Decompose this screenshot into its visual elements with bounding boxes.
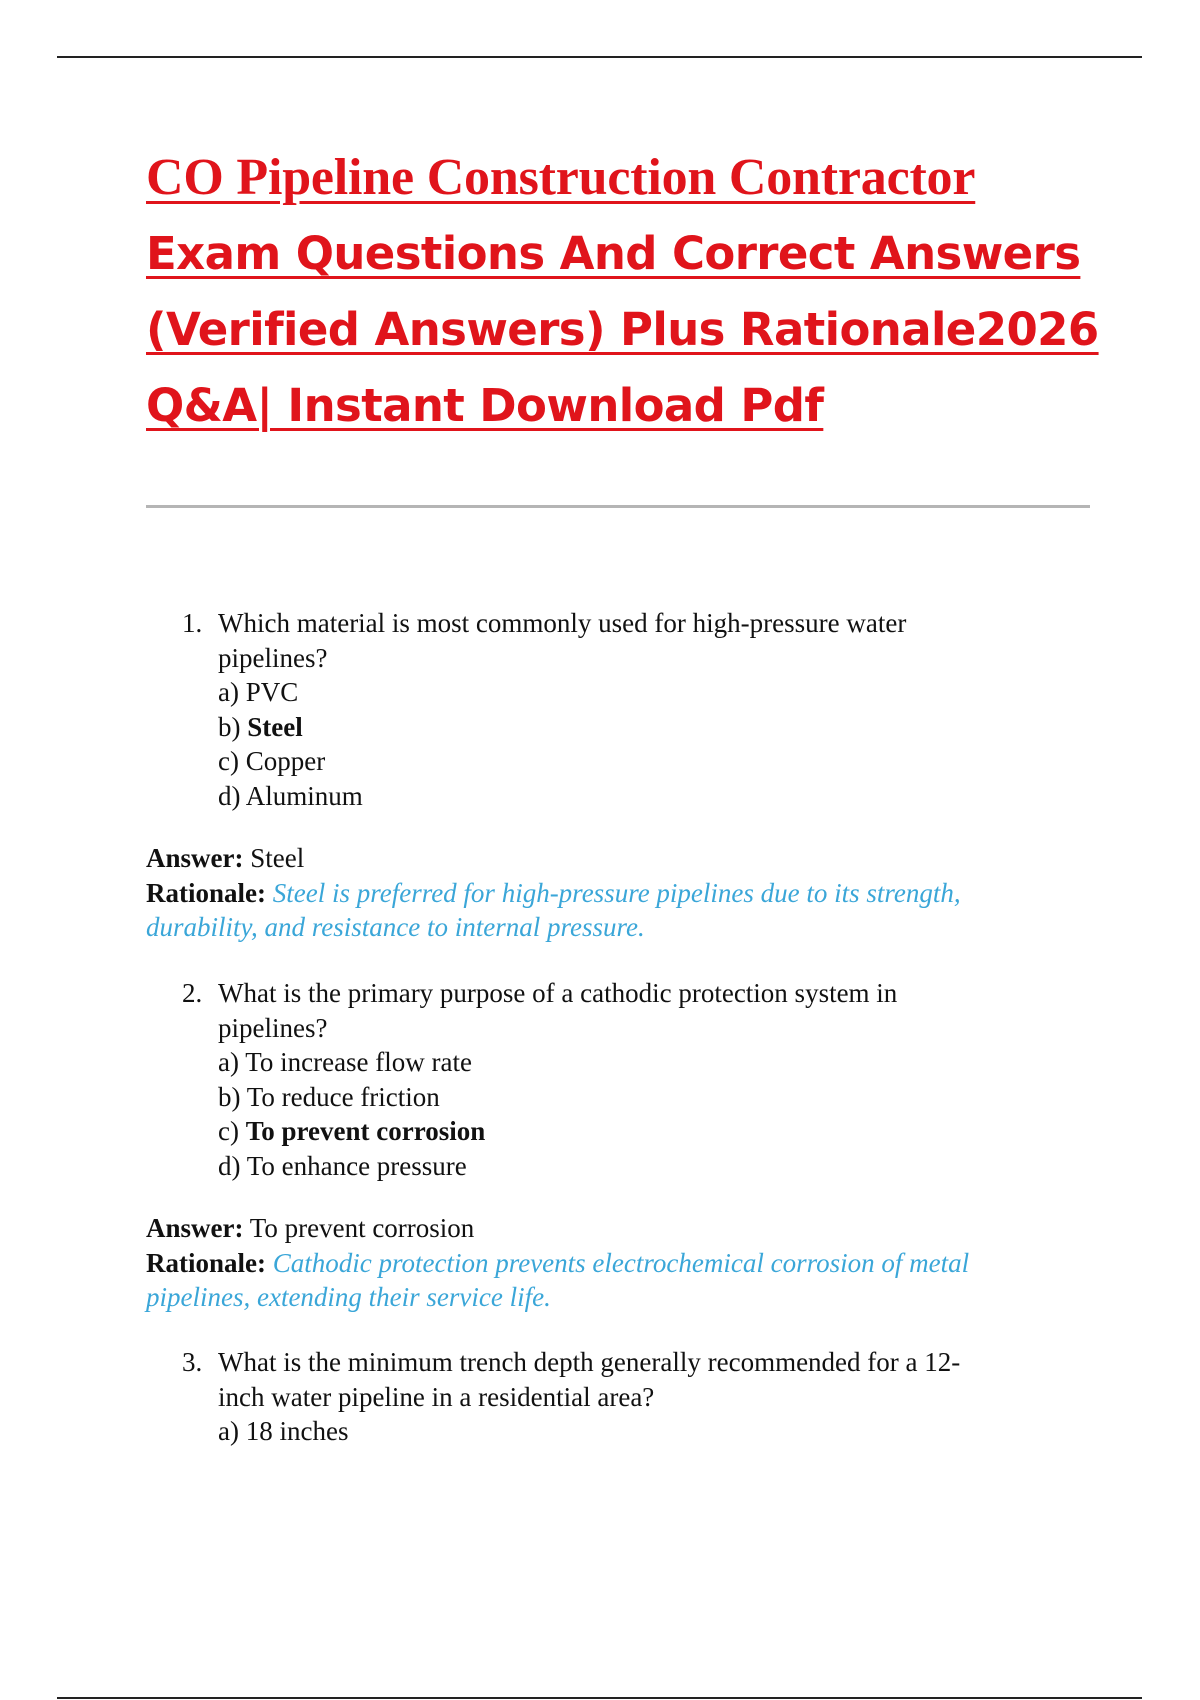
question-3-text-line-2: inch water pipeline in a residential area? bbox=[218, 1381, 655, 1412]
question-3 bbox=[146, 1345, 1096, 1449]
option-text: Aluminum bbox=[245, 780, 363, 811]
answer-text: To prevent corrosion bbox=[249, 1213, 475, 1243]
option-letter: b) bbox=[218, 711, 241, 742]
title-line-2: Exam Questions And Correct Answers bbox=[146, 227, 1081, 280]
option-letter: d) bbox=[218, 780, 241, 811]
question-3-number: 3. bbox=[182, 1347, 203, 1377]
question-1-answer bbox=[146, 841, 1096, 876]
question-2-option-d bbox=[218, 1149, 1096, 1184]
question-1-number: 1. bbox=[182, 608, 203, 638]
option-letter: c) bbox=[218, 1116, 239, 1146]
question-2-option-a bbox=[218, 1045, 1096, 1080]
rationale-text-line-2: pipelines, extending their service life. bbox=[146, 1282, 551, 1312]
question-2-number: 2. bbox=[182, 978, 203, 1008]
answer-label: Answer: bbox=[146, 843, 244, 873]
option-letter: d) bbox=[218, 1150, 241, 1181]
title-line-4: Q&A| Instant Download Pdf bbox=[146, 379, 824, 432]
question-2-answer bbox=[146, 1211, 1096, 1246]
question-1-option-c bbox=[218, 744, 1096, 779]
document-title bbox=[146, 140, 1106, 444]
question-2-option-c bbox=[218, 1114, 1096, 1149]
answer-text: Steel bbox=[250, 843, 305, 873]
question-1-rationale bbox=[146, 876, 1096, 911]
option-text: PVC bbox=[245, 677, 299, 707]
option-letter: a) bbox=[218, 1047, 239, 1077]
option-text: 18 inches bbox=[245, 1416, 349, 1446]
question-1-option-d bbox=[218, 779, 1096, 814]
option-text: To increase flow rate bbox=[245, 1047, 472, 1077]
question-1-answer-block bbox=[146, 841, 1096, 945]
question-1-text-line-2: pipelines? bbox=[218, 642, 328, 673]
question-2-text-line-1: What is the primary purpose of a cathodic protection system in bbox=[218, 978, 898, 1008]
question-1-option-a bbox=[218, 675, 1096, 710]
option-text-correct: To prevent corrosion bbox=[245, 1116, 486, 1146]
rationale-label: Rationale: bbox=[146, 877, 266, 908]
question-2-rationale bbox=[146, 1246, 1096, 1281]
question-2-text-line-2: pipelines? bbox=[218, 1012, 328, 1043]
question-1-text-line-1: Which material is most commonly used for high-pressure water bbox=[218, 608, 907, 638]
rationale-text-line-2: durability, and resistance to internal pressure. bbox=[146, 912, 645, 942]
question-1 bbox=[146, 606, 1096, 813]
option-letter: a) bbox=[218, 677, 239, 707]
question-3-text-line-1: What is the minimum trench depth generally recommended for a 12- bbox=[218, 1347, 961, 1377]
question-2-answer-block bbox=[146, 1211, 1096, 1315]
option-text-correct: Steel bbox=[247, 711, 303, 742]
option-text: To reduce friction bbox=[246, 1081, 440, 1112]
option-text: To enhance pressure bbox=[246, 1150, 467, 1181]
bottom-rule bbox=[57, 1697, 1142, 1699]
option-letter: c) bbox=[218, 746, 239, 776]
rationale-label: Rationale: bbox=[146, 1247, 266, 1278]
question-1-option-b bbox=[218, 710, 1096, 745]
rationale-text-line-1: Cathodic protection prevents electrochemical corrosion of metal bbox=[272, 1247, 970, 1278]
answer-label: Answer: bbox=[146, 1213, 244, 1243]
question-2 bbox=[146, 976, 1096, 1183]
question-3-option-a bbox=[218, 1414, 1096, 1449]
option-text: Copper bbox=[245, 746, 326, 776]
title-line-3: (Verified Answers) Plus Rationale2026 bbox=[146, 303, 1099, 356]
option-letter: b) bbox=[218, 1081, 241, 1112]
section-divider bbox=[146, 505, 1090, 508]
top-rule bbox=[57, 56, 1142, 58]
title-line-1: CO Pipeline Construction Contractor bbox=[146, 149, 976, 206]
option-letter: a) bbox=[218, 1416, 239, 1446]
rationale-text-line-1: Steel is preferred for high-pressure pipelines due to its strength, bbox=[272, 877, 961, 908]
question-2-option-b bbox=[218, 1080, 1096, 1115]
